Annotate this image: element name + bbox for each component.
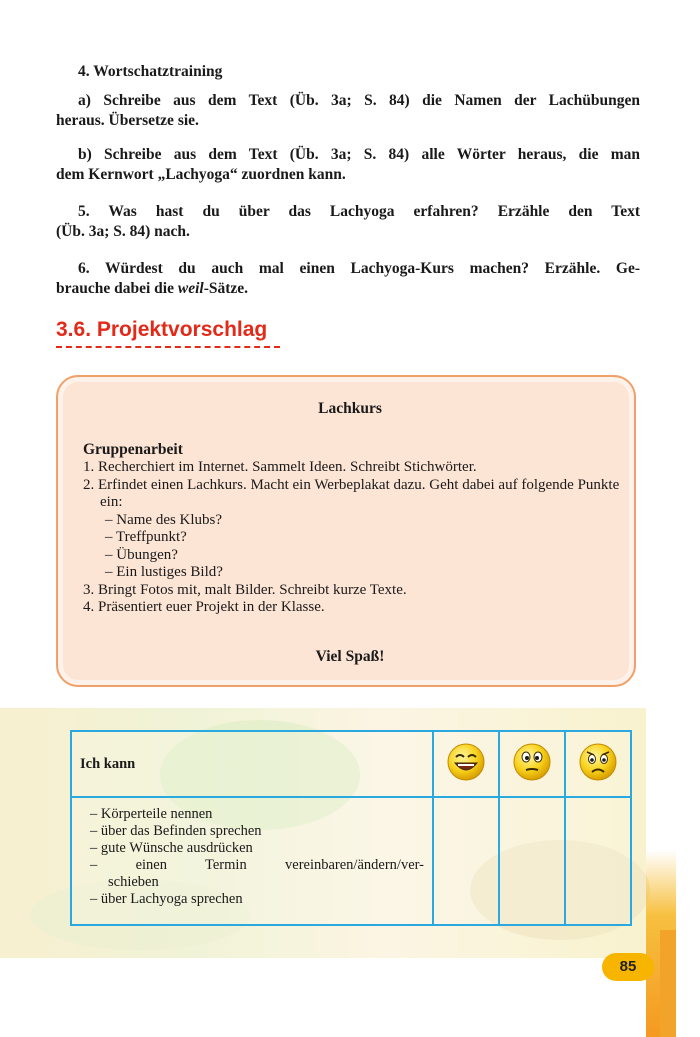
project-closing: Viel Spaß!: [315, 648, 385, 665]
laughing-smiley-icon: [446, 742, 486, 782]
task-6-line1: 6. Würdest du auch mal einen Lachyoga-Kurs machen? Erzähle. Ge-: [78, 260, 640, 277]
self-check-item: – über Lachyoga sprechen: [90, 891, 243, 907]
self-check-header-row: [71, 731, 631, 797]
project-sub-item: – Treffpunkt?: [105, 529, 187, 545]
project-steps: [83, 459, 623, 617]
self-check-item: – einen Termin vereinbaren/ändern/ver-: [90, 857, 424, 873]
group-work-title: Gruppenarbeit: [83, 441, 183, 458]
task-6-line2-post: -Sätze.: [203, 280, 249, 297]
self-check-body-row: [71, 797, 631, 925]
task-4-heading-text: 4. Wortschatztraining: [78, 63, 223, 80]
self-check-rating-cell[interactable]: [433, 797, 499, 925]
task-5-line2: (Üb. 3a; S. 84) nach.: [56, 223, 190, 240]
project-step-3: 3. Bringt Fotos mit, malt Bilder. Schreibt kurze Texte.: [83, 581, 407, 598]
neutral-smiley-icon: [512, 742, 552, 782]
smiley-cell: [499, 731, 565, 797]
task-4a: [56, 91, 640, 131]
task-4a-line1: a) Schreibe aus dem Text (Üb. 3a; S. 84) die Namen der Lachübungen: [78, 92, 640, 109]
section-title: 3.6. Projektvorschlag: [56, 318, 268, 341]
self-check-rating-cell[interactable]: [565, 797, 631, 925]
project-title: Lachkurs: [318, 400, 382, 417]
self-check-item-continuation: schieben: [108, 874, 159, 890]
project-step-1: 1. Recherchiert im Internet. Sammelt Ideen. Schreibt Stichwörter.: [83, 459, 477, 475]
task-6-line2-emphasis: weil: [177, 280, 204, 297]
project-sub-item: – Ein lustiges Bild?: [105, 564, 223, 580]
page-number: 85: [602, 953, 654, 981]
worried-smiley-icon: [578, 742, 618, 782]
self-check-table: [70, 730, 632, 926]
self-check-item: – über das Befinden sprechen: [90, 823, 262, 839]
section-title-underline: [56, 346, 280, 348]
page-edge-decoration: [660, 930, 676, 1037]
task-5-line1: 5. Was hast du über das Lachyoga erfahren? Erzähle den Text: [78, 203, 640, 220]
task-4a-line2: heraus. Übersetze sie.: [56, 112, 199, 129]
task-4-heading: [56, 62, 640, 82]
project-sub-item: – Übungen?: [105, 546, 178, 563]
project-step-2: 2. Erfindet einen Lachkurs. Macht ein Werbeplakat dazu. Geht dabei auf folgende Punkte ein:: [83, 476, 620, 510]
self-check-item: – gute Wünsche ausdrücken: [90, 840, 253, 856]
self-check-item: – Körperteile nennen: [90, 806, 213, 822]
smiley-cell: [565, 731, 631, 797]
task-6: [56, 259, 640, 299]
task-4b-line2: dem Kernwort „Lachyoga“ zuordnen kann.: [56, 166, 346, 183]
task-6-line2: [56, 279, 640, 299]
task-5: [56, 202, 640, 242]
task-4b: [56, 145, 640, 185]
project-step-4: 4. Präsentiert euer Projekt in der Klasse.: [83, 599, 325, 615]
task-6-line2-pre: brauche dabei die: [56, 280, 178, 297]
self-check-list: [71, 797, 433, 925]
smiley-cell: [433, 731, 499, 797]
self-check-header: Ich kann: [71, 731, 433, 797]
task-4b-line1: b) Schreibe aus dem Text (Üb. 3a; S. 84) alle Wörter heraus, die man: [78, 146, 640, 163]
self-check-rating-cell[interactable]: [499, 797, 565, 925]
project-sub-item: – Name des Klubs?: [105, 511, 223, 528]
